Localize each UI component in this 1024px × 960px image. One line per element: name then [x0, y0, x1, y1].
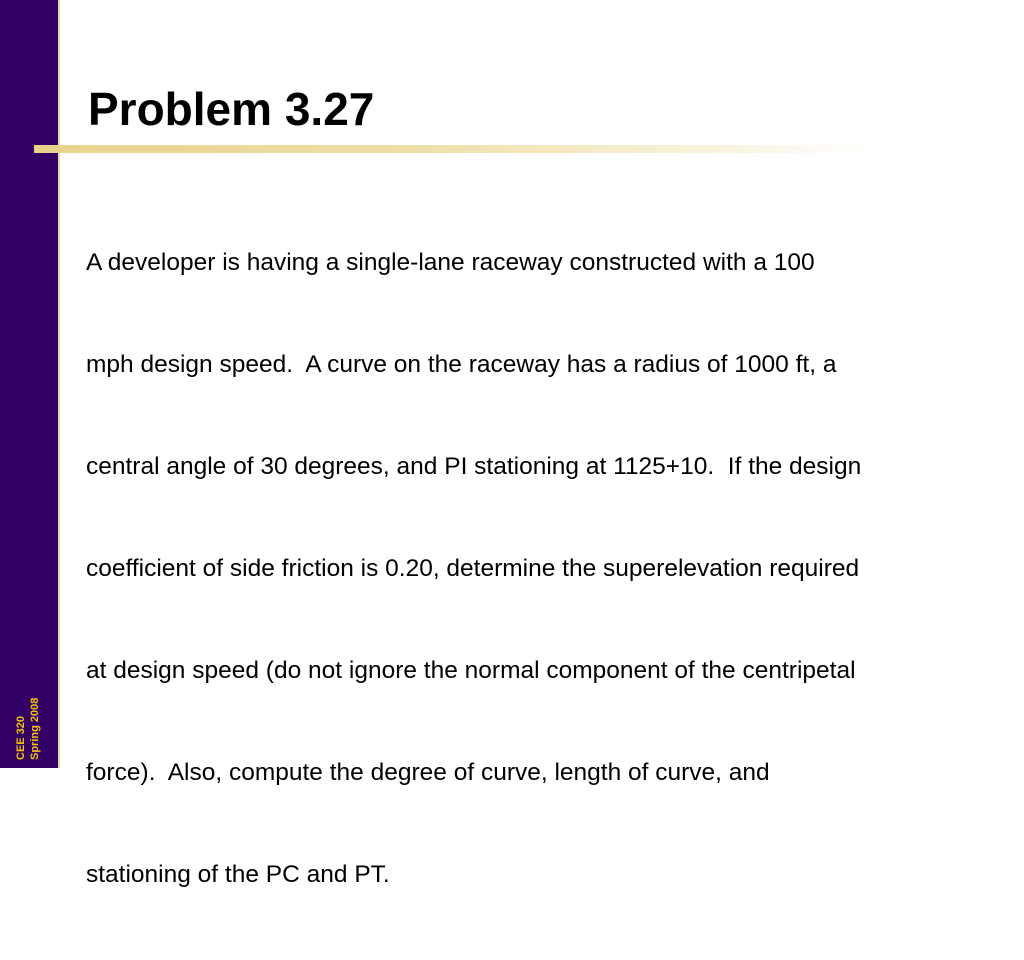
- body-line: at design speed (do not ignore the normal component of the centripetal: [86, 657, 856, 684]
- slide-title: Problem 3.27: [88, 83, 375, 135]
- body-line: stationing of the PC and PT.: [86, 861, 390, 888]
- problem-statement: [86, 178, 996, 960]
- body-line: force). Also, compute the degree of curve, length of curve, and: [86, 759, 770, 786]
- sidebar-edge-line: [58, 0, 60, 768]
- body-line: A developer is having a single-lane raceway constructed with a 100: [86, 249, 815, 276]
- title-underline: [34, 145, 874, 153]
- course-footer: [14, 698, 42, 760]
- course-label: CEE 320: [15, 715, 27, 760]
- body-line: coefficient of side friction is 0.20, determine the superelevation required: [86, 555, 860, 582]
- body-line: mph design speed. A curve on the raceway has a radius of 1000 ft, a: [86, 351, 837, 378]
- term-label: Spring 2008: [29, 697, 41, 760]
- sidebar-band: [0, 0, 60, 768]
- body-line: central angle of 30 degrees, and PI stationing at 1125+10. If the design: [86, 453, 862, 480]
